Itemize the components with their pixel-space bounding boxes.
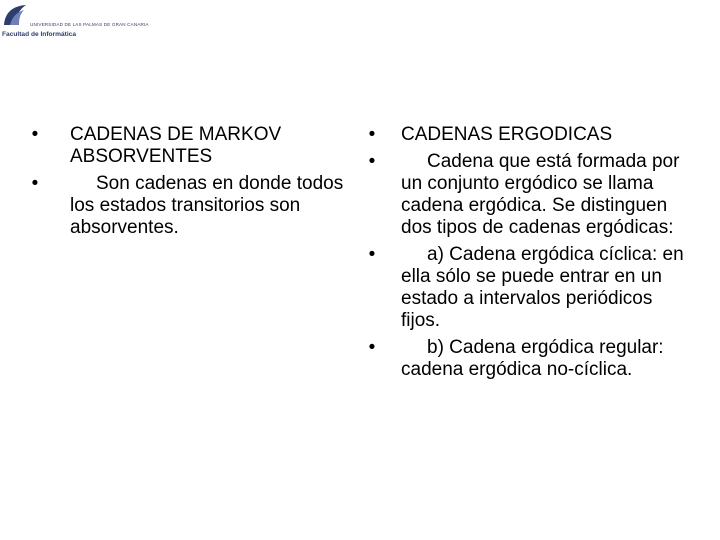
left-item-definition [28, 173, 348, 239]
university-name: UNIVERSIDAD DE LAS PALMAS DE GRAN CANARIA [30, 22, 149, 27]
right-item-definition [365, 151, 695, 239]
bullet-icon: • [31, 173, 39, 194]
left-column [28, 124, 348, 244]
bullet-icon: • [31, 124, 39, 145]
bullet-icon: • [368, 124, 376, 145]
faculty-name: Facultad de Informática [2, 30, 77, 38]
logo-text [2, 22, 149, 38]
right-item-regular [365, 337, 695, 381]
right-title-text: CADENAS ERGODICAS [401, 124, 613, 145]
university-shield-icon [2, 3, 30, 27]
left-title-text: CADENAS DE MARKOV ABSORVENTES [70, 124, 282, 167]
right-item-title [365, 124, 695, 146]
university-logo [2, 3, 149, 39]
right-definition-text: Cadena que está formada por un conjunto ergódico se llama cadena ergódica. Se distinguen dos tipos de cadenas ergódicas: [401, 151, 680, 238]
bullet-icon: • [368, 244, 376, 265]
left-item-title [28, 124, 348, 168]
bullet-icon: • [368, 151, 376, 172]
right-item-cyclic [365, 244, 695, 332]
right-column [365, 124, 695, 386]
bullet-icon: • [368, 337, 376, 358]
right-cyclic-text: a) Cadena ergódica cíclica: en ella sólo se puede entrar en un estado a intervalos periódicos fijos. [401, 244, 684, 331]
right-regular-text: b) Cadena ergódica regular: cadena ergódica no‑cíclica. [401, 337, 664, 380]
left-definition-text: Son cadenas en donde todos los estados transitorios son absorventes. [70, 173, 344, 238]
